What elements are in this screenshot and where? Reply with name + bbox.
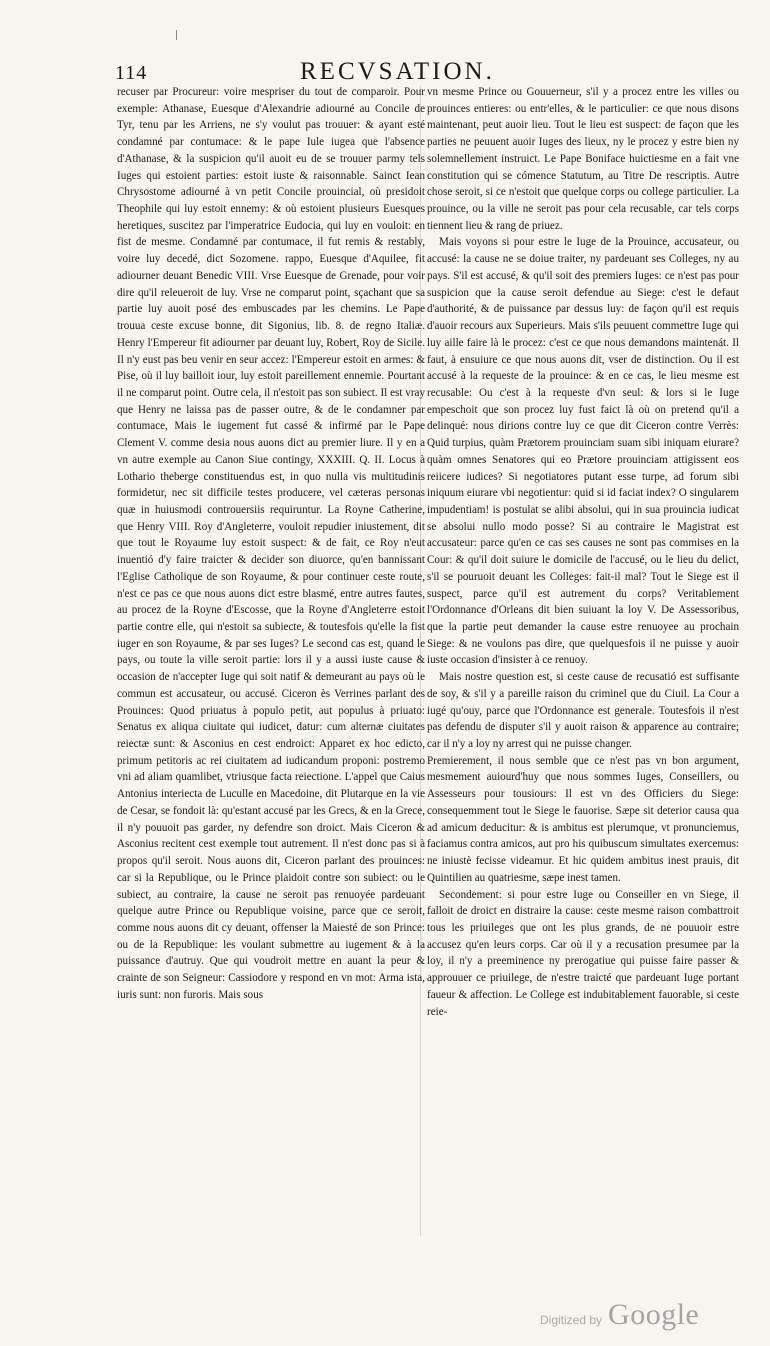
paragraph: Premierement, il nous semble que ce n'est pas vn bon argument, mesmement auiourd'huy que nous sommes Iuges, Conseillers, ou Assesseurs pour tousiours: Il est vn des Officiers du Siege: consequemment tout le Siege le fauorise. Sæpe sit deterior causa qua ad amicum deducitur: & is ambitus est plerumque, vt pronunciemus, faciamus contra amicos, aut pro his quibuscum simultates exercemus: ne iniustè fecisse videamur. Et hic quidem ambitus inest prauis, dit Quintilien au quatriesme, sæpe inest tamen.	[427, 754, 739, 884]
digitized-by-watermark	[540, 1298, 699, 1332]
page-mark	[176, 30, 177, 40]
paragraph: vn mesme Prince ou Gouuerneur, s'il y a procez entre les villes ou prouinces entieres: ou entr'elles, & le particulier: ce que nous disons maintenant, peut auoir lieu. Tout le lieu est suspect: de façon que les parties ne peuuent auoir Iuges des lieux, ny le procez y estre bien ny solemnellement instruict. Le Pape Boniface huictiesme en a fait vne constitution qui se cómence Statutum, au Titre De rescriptis. Autre chose seroit, si ce n'estoit que quelque corps ou college particulier. La prouince, ou la ville ne seroit pas pour cela recusable, car tels corps tiennent lieu & rang de priuez.	[427, 86, 739, 232]
digitized-by-label: Digitized by	[540, 1313, 603, 1327]
paragraph: recuser par Procureur: voire mespriser du tout de comparoir. Pour exemple: Athanase, Euesque d'Alexandrie adiourné au Concile de Tyr, tenu par les Arriens, ne s'y voulut pas trouuer: & ayant esté condamné par contumace: & le pape Iule iugea que l'absence d'Athanase, & la suspicion qu'il auoit eu de se trouuer parmy tels Iuges qui estoient parties: estoit iuste & raisonnable. Sainct Iean Chrysostome adiourné à vn petit Concile prouincial, où presidoit Theophile qui luy estoit ennemy: & où estoient plusieurs Euesques heretiques, suscitez par l'imperatrice Eudocia, qui luy en vouloit: en fist de mesme. Condamné par contumace, il fut remis & restably, voire luy decedé, dict Sozomene. rappo, Euesque d'Aquilee, fit adiourner deuant Benedic VIII. Vrse Euesque de Grenade, pour voir dire qu'il releueroit de luy. Vrse ne comparut point, sçachant que sa partie luy auoit posé des embuscades par les chemins. Le Pape trouua ceste excuse bonne, dit Sigonius, lib. 8. de regno Italiæ. Henry l'Empereur fit adiourner par deuant luy, Robert, Roy de Sicile. Il n'y eust pas beu venir en seur accez: l'Empereur estoit en armes: & Pise, où il luy bailloit iour, luy estoit pareillement ennemie. Pourtant il ne comparut point. Outre cela, il n'estoit pas son subiect. Il est vray que Henry ne laissa pas de passer outre, & de le condamner par contumace, Mais le iugement fut cassé & infirmé par le Pape Clement V. comme desia nous auons dict au premier liure. Il y en a vn autre exemple au Canon Siue contingy, XXXIII. Q. II. Locus à Lothario theberge constituendus est, in quo nulla vis multitudinis formidetur, nec sit difficile testes producere, vel cæteras personas quæ in huiusmodi controuersiis requiruntur. La Royne Catherine, que Henry VIII. Roy d'Angleterre, vouloit repudier iniustement, dit que tout le Royaume luy estoit suspect: & de fait, ce Roy n'eut inuentió d'y faire traicter & decider son diuorce, qu'en bannissant l'Eglise Catholique de son Royaume, & pour continuer ceste route, n'est ce pas ce que nous auons dict estre blasmé, entre autres fautes, au procez de la Royne d'Escosse, que la Royne d'Angleterre estoit partie contre elle, qui n'estoit sa subiecte, & toutesfois qu'elle la fist iuger en son Royaume, & par ses Iuges? Le second cas est, quand le pays, ou toute la ville seroit partie: lors il y a aussi iuste cause & occasion de n'accepter Iuge qui soit natif & demeurant au pays où le commun est accusateur, ou accusé. Ciceron ès Verrines parlant des Prouinces: Quod priuatus à populo petit, aut populus à priuato: Senatus ex aliqua ciuitate qui iudicet, datur: cum alternæ ciuitates reiectæ sunt: & Asconius en cest endroict: Apparet ex hoc edicto, primum petitoris ac rei ciuitatem ad iudicandum proponi: postremo vni ad aliam quamlibet, vtriusque facta reiectione. L'appel que Caius Antonius interiecta de Luculle en Macedoine, dit Plutarque en la vie de Cesar, se fondoit là: qu'estant accusé par les Grecs, & en la Grece, il n'y pouuoit pas garder, ny defendre son droict. Mais Ciceron & Asconius recitent cest exemple tout autrement. Il n'est donc pas si à propos qu'il seroit. Nous auons dit, Ciceron parlant des prouinces: car si la Republique, ou le Prince plaidoit contre son subiect: ou le subiect, au contraire, la cause ne seroit pas renuoyée pardeuant quelque autre Prince ou Republique voisine, parce que ce seroit, comme nous auons dit cy deuant, offenser la Maiesté de son Prince: ou de la Republique: les voulant submettre au iugement & à la puissance d'autruy. Que qui voudroit mettre en auant la peur & crainte de son Seigneur: Cassiodore y respond en vn mot: Arma ista, iuris sunt: non furoris. Mais sous	[117, 86, 425, 1001]
left-column	[117, 84, 425, 1004]
right-column	[427, 84, 739, 1020]
paragraph: Mais nostre question est, si ceste cause de recusatió est suffisante de soy, & s'il y a pareille raison du criminel que du Ciuil. La Cour a iugé qu'ouy, parce que l'Ordonnance est generale. Toutesfois il n'est pas defendu de disputer s'il y auoit raison & apparence au contraire; car il n'y a loy ny arrest qui ne puisse changer.	[427, 671, 739, 751]
paragraph: Secondement: si pour estre Iuge ou Conseiller en vn Siege, il falloit de droict en distraire la cause: ceste mesme raison combattroit tous les priuileges que ont les plus grands, de ne pouuoir estre accusez qu'en leurs corps. Car où il y a recusation presumee par la loy, il n'y a preeminence ny prerogatiue qui puisse faire passer & approuuer ce priuilege, de n'estre traicté que pardeuant Iuge portant faueur & affection. Le College est indubitablement fauorable, si ceste reie-	[427, 888, 739, 1018]
folio-number: 114	[115, 62, 148, 84]
paragraph: Mais voyons si pour estre le Iuge de la Prouince, accusateur, ou accusé: la cause ne se doiue traiter, ny pardeuant ses Colleges, ny au pays. S'il est accusé, & qu'il soit des premiers Iuges: ce n'est pas pour suspicion que la cause seroit defendue au Siege: c'est le defaut d'authorité, & de puissance par dessus luy: de façon qu'il est requis d'auoir recours aux Superieurs. Mais s'ils peuuent commettre Iuge qui luy aille faire là le procez: c'est ce que nous demandons maintenát. Il faut, à ensuiure ce que nous auons dit, vser de distinction. Ou il est accusé à la requeste de la prouince: & en ce cas, le lieu mesme est recusable: Ou c'est à la requeste d'vn seul: & lors si le Iuge empeschoit que son procez luy fust faict là où on pretend qu'il a delinqué: nous dirions contre luy ce que dit Ciceron contre Verrès: Quid turpius, quàm Prætorem prouinciam suam sibi iniquam eiurare? quàm omnes Senatores qui eo Prætore prouinciam attigissent eos reiicere iudices? Si negotiatores putant esse turpe, ad forum sibi iniquum eiurare vbi negotientur: quid si id faciat index? O singularem impudentiam! is postulat se alibi absolui, qui in sua prouincia iudicat se absolui nullo modo posse? Si au contraire le Magistrat est accusateur: parce qu'en ce cas ses causes ne sont pas commises en la Cour: & qu'il doit suiure le domicile de l'accusé, ou le lieu du delict, s'il se pouruoit deuant les Colleges: fait-il mal? Tout le Siege est il suspect, parce qu'il est autrement du corps? Veritablement l'Ordonnance d'Orleans dit bien suiuant la loy V. De Assessoribus, que la partie peut demander la cause estre renuoyee au prochain Siege: & ne voulons pas dire, que quelquesfois il ne puisse y auoir iuste occasion d'insister à ce renuoy.	[427, 236, 739, 667]
google-logo: Google	[608, 1298, 700, 1331]
running-head: RECVSATION.	[300, 58, 495, 85]
